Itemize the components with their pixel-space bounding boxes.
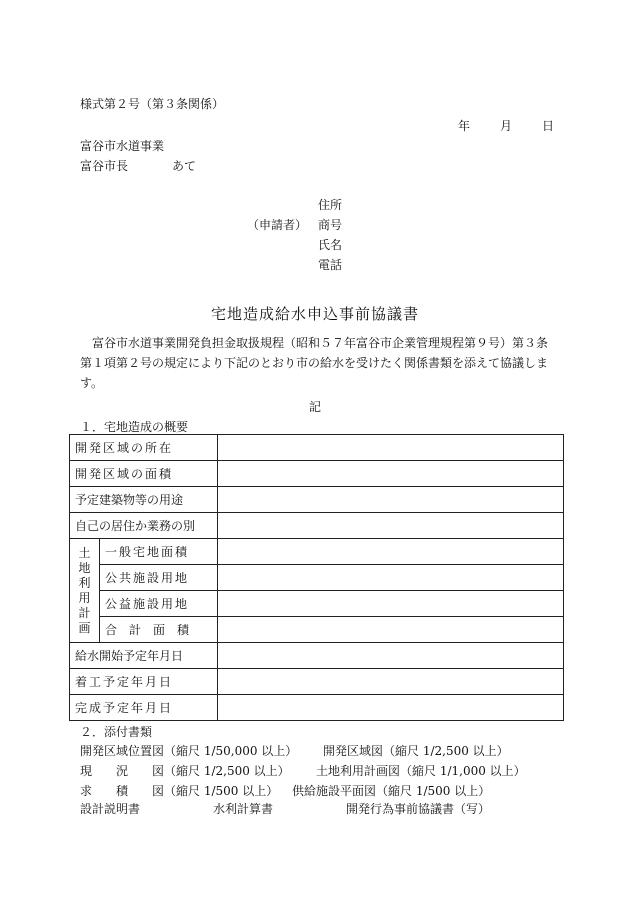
attachment-item: 土地利用計画図（縮尺 1/1,000 以上） [316, 764, 526, 778]
row-label: 自己の居住か業務の別 [70, 513, 218, 539]
row-label: 合 計 面 積 [100, 617, 218, 643]
row-label: 着工予定年月日 [70, 669, 218, 695]
body-text: 富谷市水道事業開発負担金取扱規程（昭和５７年富谷市企業管理規程第９号）第３条第１項第２号の規定により下記のとおり市の給水を受けたく関係書類を添えて協議します。 [80, 336, 549, 390]
value-cell-public-land[interactable] [218, 565, 564, 591]
value-cell-construction-start[interactable] [218, 669, 564, 695]
date-day: 日 [542, 119, 555, 133]
value-cell-completion[interactable] [218, 695, 564, 721]
table-row [70, 461, 564, 487]
attachment-line [80, 800, 490, 817]
recipient-line [80, 157, 196, 174]
date-year: 年 [458, 119, 471, 133]
table-row [70, 513, 564, 539]
attachment-item: 設計説明書 [80, 802, 141, 816]
attachment-line [80, 782, 490, 799]
ki-mark: 記 [308, 400, 321, 414]
document-title: 宅地造成給水申込事前協議書 [210, 305, 419, 323]
value-cell-total-area[interactable] [218, 617, 564, 643]
attachment-line [80, 762, 526, 779]
value-cell-residence[interactable] [218, 513, 564, 539]
form-number: 様式第２号（第３条関係） [80, 97, 225, 111]
value-cell-supply-start[interactable] [218, 643, 564, 669]
value-cell-benefit-land[interactable] [218, 591, 564, 617]
section2-heading: ２．添付書類 [80, 725, 153, 739]
section1-heading: １．宅地造成の概要 [80, 420, 189, 434]
attachment-item: 開発区域図（縮尺 1/2,500 以上） [323, 744, 509, 758]
overview-table [69, 434, 564, 721]
value-cell-use[interactable] [218, 487, 564, 513]
table-row [70, 591, 564, 617]
attachment-item: 現 況 図（縮尺 1/2,500 以上） [80, 764, 290, 778]
applicant-phone-label: 電話 [318, 258, 343, 272]
attachment-item: 供給施設平面図（縮尺 1/500 以上） [292, 784, 491, 798]
table-row [70, 669, 564, 695]
row-label: 一般宅地面積 [100, 539, 218, 565]
attachment-item: 開発行為事前協議書（写） [346, 802, 491, 816]
date-month: 月 [500, 119, 513, 133]
value-cell-residential-area[interactable] [218, 539, 564, 565]
applicant-name-label: 氏名 [318, 238, 343, 252]
row-label: 完成予定年月日 [70, 695, 218, 721]
row-label: 予定建築物等の用途 [70, 487, 218, 513]
applicant-label: （申請者） [247, 218, 308, 232]
attachment-line [80, 742, 509, 759]
attachment-item: 開発区域位置図（縮尺 1/50,000 以上） [80, 744, 298, 758]
land-use-plan-label: 土 地 利 用 計 画 [70, 539, 100, 643]
recipient-ate: あて [172, 159, 197, 173]
row-label: 給水開始予定年月日 [70, 643, 218, 669]
value-cell-location[interactable] [218, 435, 564, 461]
table-row [70, 643, 564, 669]
attachment-item: 求 積 図（縮尺 1/500 以上） [80, 784, 279, 798]
table-row [70, 487, 564, 513]
row-label: 公共施設用地 [100, 565, 218, 591]
row-label: 公益施設用地 [100, 591, 218, 617]
table-row [70, 617, 564, 643]
recipient-title: 富谷市長 [80, 159, 129, 173]
attachment-item: 水利計算書 [213, 802, 274, 816]
row-label: 開発区域の面積 [70, 461, 218, 487]
applicant-company-label: 商号 [318, 218, 343, 232]
recipient-org: 富谷市水道事業 [80, 139, 165, 153]
date-line [458, 117, 554, 134]
row-label: 開発区域の所在 [70, 435, 218, 461]
table-row [70, 539, 564, 565]
table-row [70, 565, 564, 591]
value-cell-area[interactable] [218, 461, 564, 487]
table-row [70, 695, 564, 721]
applicant-address-label: 住所 [318, 198, 343, 212]
table-row [70, 435, 564, 461]
